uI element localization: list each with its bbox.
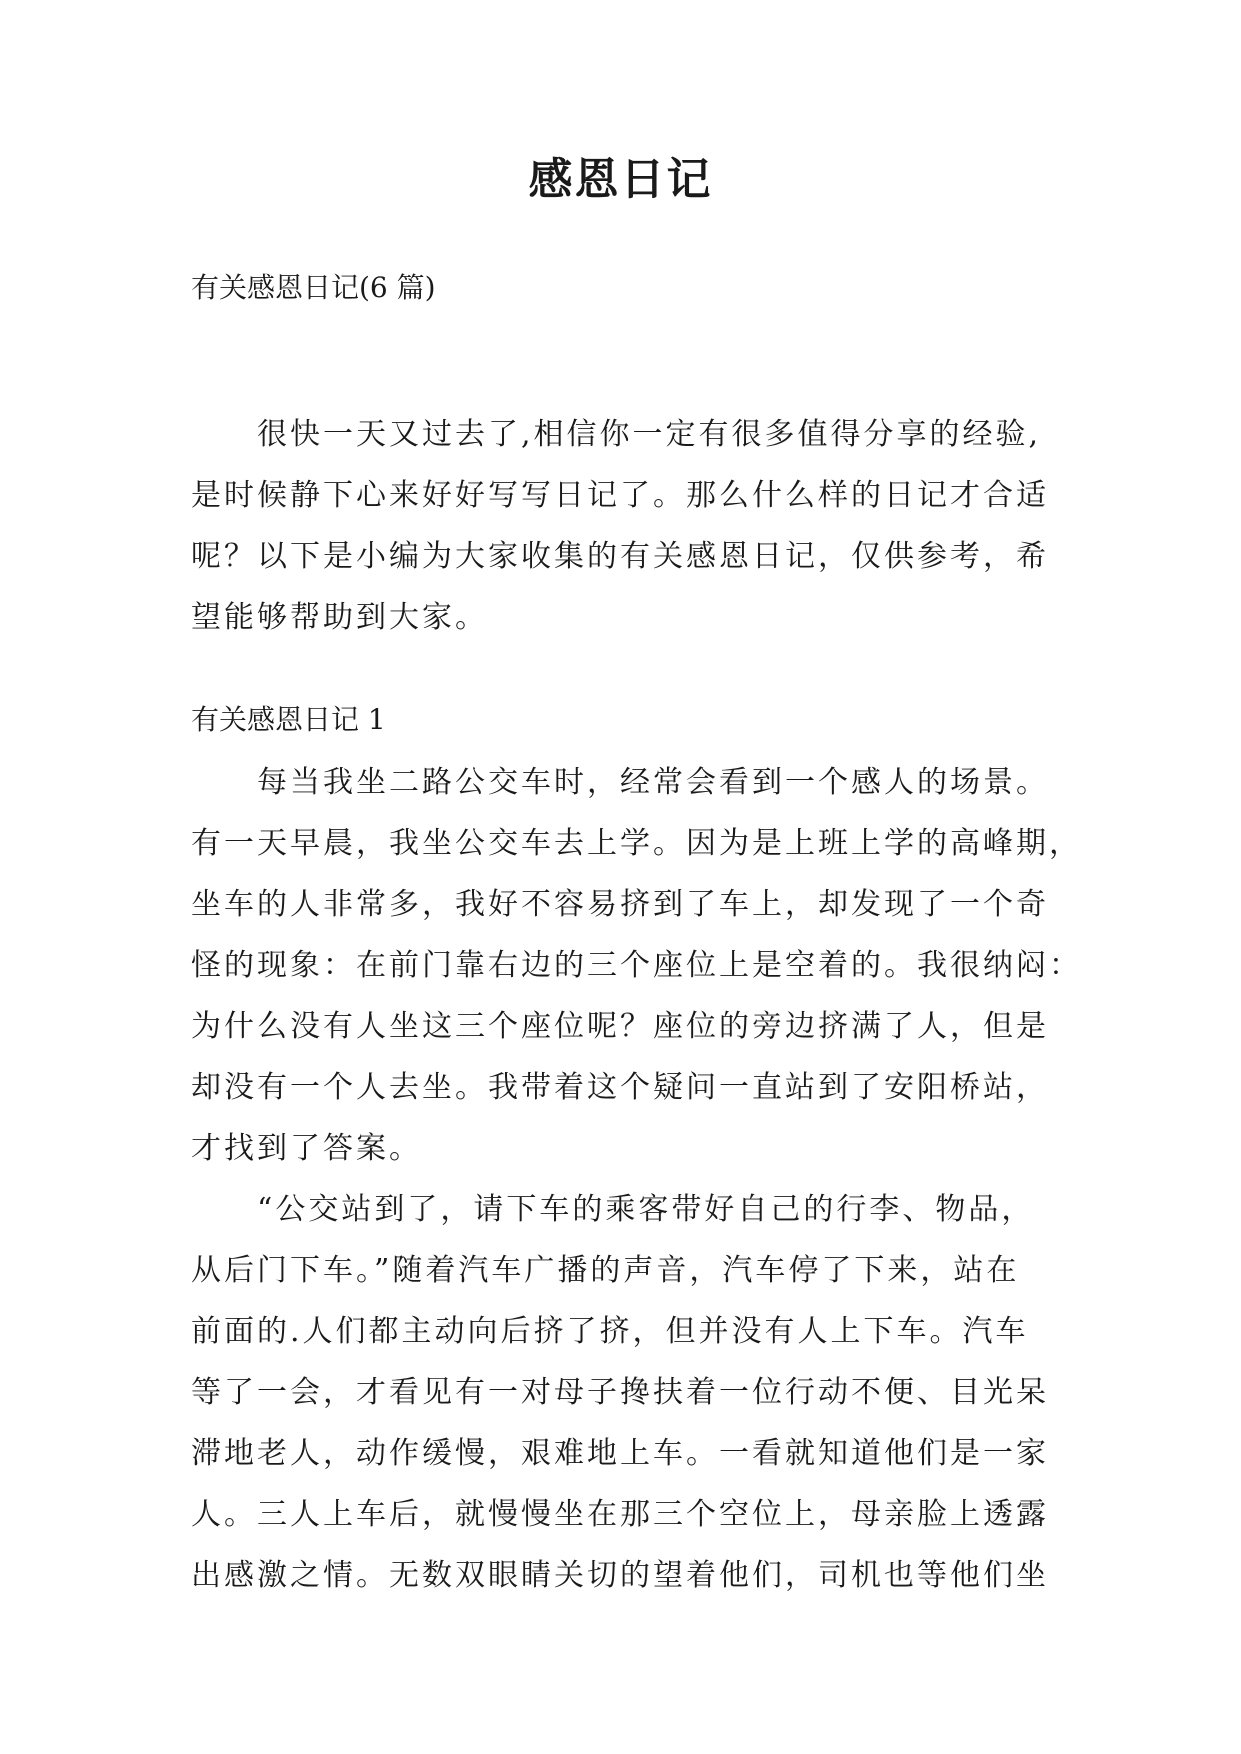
entry-line: 前面的.人们都主动向后挤了挤，但并没有人上下车。汽车: [191, 1314, 1029, 1349]
intro-line: 是时候静下心来好好写写日记了。那么什么样的日记才合适: [191, 478, 1049, 513]
entry-line: 每当我坐二路公交车时，经常会看到一个感人的场景。: [257, 765, 1049, 800]
entry-line: 坐车的人非常多，我好不容易挤到了车上，却发现了一个奇: [191, 887, 1049, 922]
intro-line: 望能够帮助到大家。: [191, 600, 488, 635]
entry-line: 滞地老人，动作缓慢，艰难地上车。一看就知道他们是一家: [191, 1436, 1049, 1471]
document-subtitle: 有关感恩日记(6 篇): [191, 271, 436, 304]
entry-heading: 有关感恩日记 1: [191, 703, 386, 736]
entry-line: 有一天早晨，我坐公交车去上学。因为是上班上学的高峰期，: [191, 826, 1082, 861]
entry-line: 出感激之情。无数双眼睛关切的望着他们，司机也等他们坐: [191, 1558, 1049, 1593]
intro-line: 很快一天又过去了,相信你一定有很多值得分享的经验,: [257, 417, 1042, 452]
entry-line: “公交站到了，请下车的乘客带好自己的行李、物品，: [257, 1192, 1035, 1227]
entry-line: 人。三人上车后，就慢慢坐在那三个空位上，母亲脸上透露: [191, 1497, 1049, 1532]
entry-line: 却没有一个人去坐。我带着这个疑问一直站到了安阳桥站，: [191, 1070, 1049, 1105]
entry-line: 等了一会，才看见有一对母子搀扶着一位行动不便、目光呆: [191, 1375, 1049, 1410]
entry-body: [191, 752, 1082, 1606]
entry-line: 从后门下车。”随着汽车广播的声音，汽车停了下来，站在: [191, 1253, 1020, 1288]
intro-paragraph: [191, 404, 1053, 648]
document-title: 感恩日记: [528, 154, 713, 205]
entry-line: 才找到了答案。: [191, 1131, 422, 1166]
intro-line: 呢？以下是小编为大家收集的有关感恩日记，仅供参考，希: [191, 539, 1049, 574]
entry-line: 为什么没有人坐这三个座位呢？座位的旁边挤满了人，但是: [191, 1009, 1049, 1044]
entry-line: 怪的现象：在前门靠右边的三个座位上是空着的。我很纳闷：: [191, 948, 1082, 983]
